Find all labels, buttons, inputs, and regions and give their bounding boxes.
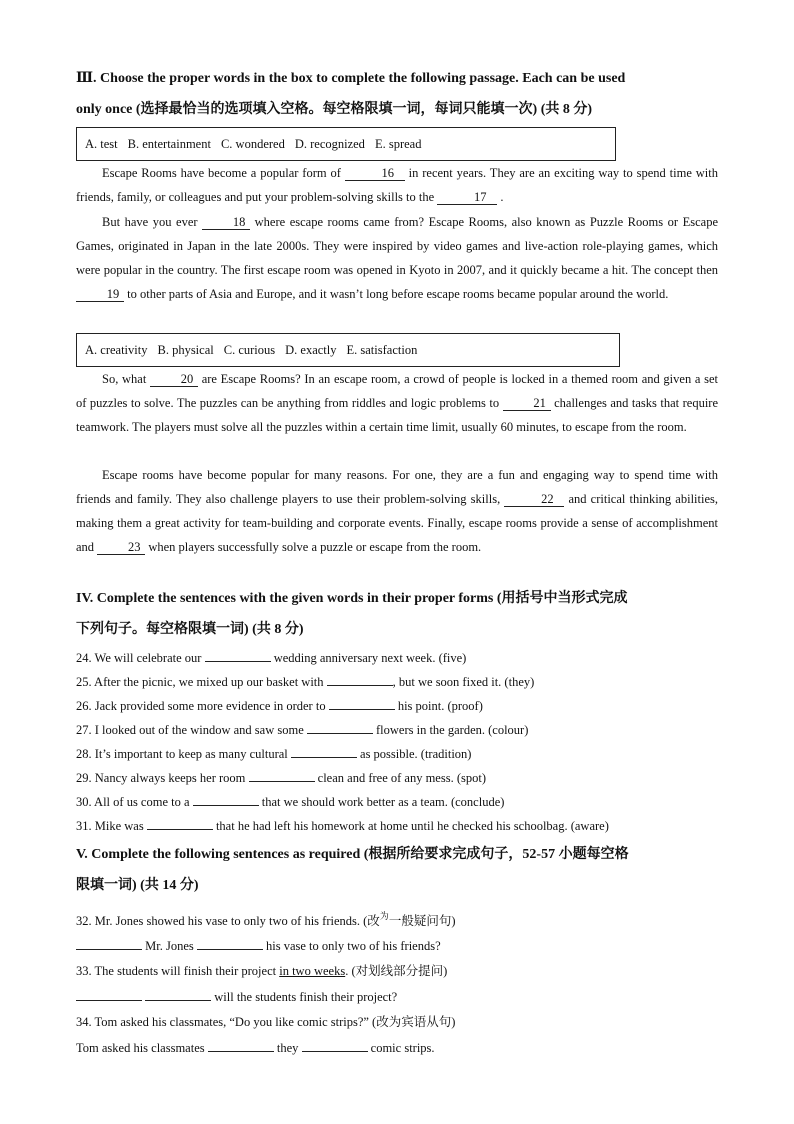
answer-blank-20[interactable]: 20: [150, 372, 198, 387]
word-option: C. curious: [223, 342, 276, 357]
answer-blank-25[interactable]: [327, 685, 393, 686]
question-text: . (对划线部分提问): [345, 964, 448, 978]
answer-blank-32a[interactable]: [76, 949, 142, 950]
question-24: [76, 646, 466, 670]
question-text: his point. (proof): [394, 699, 483, 713]
question-text: 33. The students will finish their project: [76, 964, 280, 978]
word-option: C. wondered: [220, 136, 285, 151]
section3-heading: [76, 63, 726, 125]
answer-text: Mr. Jones: [142, 939, 197, 953]
section5-heading-line2: 限填一词) (共 14 分): [76, 878, 199, 893]
answer-blank-33a[interactable]: [76, 1000, 142, 1001]
question-text: as possible. (tradition): [356, 747, 472, 761]
paragraph-text: So, what: [102, 372, 151, 386]
question-text: 24. We will celebrate our: [76, 651, 205, 665]
answer-blank-23[interactable]: 23: [97, 540, 145, 555]
question-26: [76, 694, 483, 718]
question-31: [76, 814, 609, 838]
question-28: [76, 742, 471, 766]
word-option: E. spread: [374, 136, 422, 151]
section3-heading-line1: Ⅲ. Choose the proper words in the box to complete the following passage. Each can be used: [76, 71, 626, 86]
paragraph-text: in recent years. They are an exciting way to spend time with friends, family, or colleagues and put your problem-solving skills to the: [76, 166, 718, 205]
answer-text: will the students finish their project?: [211, 990, 398, 1004]
question-33-answer: [76, 985, 397, 1009]
word-option: A. test: [85, 136, 118, 151]
paragraph-text: .: [497, 190, 504, 205]
underlined-phrase: in two weeks: [279, 964, 346, 978]
superscript-text: 为: [379, 911, 389, 921]
question-29: [76, 766, 486, 790]
word-option: D. recognized: [294, 136, 365, 151]
paragraph-text: challenges and tasks that require teamwork. The players must solve all the puzzles within a certain time limit, usually 60 minutes, to escape from the room.: [76, 396, 718, 435]
question-text: that he had left his homework at home until he checked his schoolbag. (aware): [212, 819, 609, 833]
question-30: [76, 790, 504, 814]
answer-blank-27[interactable]: [307, 733, 373, 734]
passage-paragraph-2: [76, 210, 718, 306]
answer-blank-22[interactable]: 22: [504, 492, 564, 507]
section5-heading-line1: V. Complete the following sentences as required (根据所给要求完成句子，52-57 小题每空格: [76, 847, 629, 862]
passage-paragraph-1: [76, 161, 718, 209]
question-32-answer: [76, 934, 441, 958]
section4-heading: [76, 583, 726, 645]
section4-heading-line2: 下列句子。每空格限填一词) (共 8 分): [76, 622, 304, 637]
answer-blank-16[interactable]: 16: [345, 166, 405, 181]
section3-heading-line2: only once (选择最恰当的选项填入空格。每空格限填一词，每词只能填一次) (共 8 分): [76, 102, 593, 117]
question-text: flowers in the garden. (colour): [372, 723, 529, 737]
question-text: 28. It’s important to keep as many cultural: [76, 747, 291, 761]
paragraph-text: where escape rooms came from? Escape Rooms, also known as Puzzle Rooms or Escape Games, originated in Japan in the late 2000s. They were inspired by video games and live-action role-playing games, which were popular in the country. The first escape room was opened in Kyoto in 2007, and it quickly became a hit. The concept then: [76, 215, 718, 278]
paragraph-text: Escape Rooms have become a popular form of: [102, 166, 345, 180]
question-text: clean and free of any mess. (spot): [314, 771, 486, 785]
question-text: 25. After the picnic, we mixed up our basket with: [76, 675, 327, 689]
word-option: B. entertainment: [127, 136, 211, 151]
passage-paragraph-4: [76, 463, 718, 559]
answer-text: his vase to only two of his friends?: [262, 939, 441, 953]
answer-text: they: [273, 1041, 302, 1055]
answer-blank-18[interactable]: 18: [202, 215, 250, 230]
answer-blank-26[interactable]: [329, 709, 395, 710]
word-box-2: [76, 333, 620, 367]
word-option: D. exactly: [285, 342, 337, 357]
question-text: wedding anniversary next week. (five): [270, 651, 467, 665]
word-box-1: [76, 127, 616, 161]
word-option: B. physical: [157, 342, 214, 357]
question-text: 一般疑问句): [388, 914, 456, 928]
answer-blank-29[interactable]: [249, 781, 315, 782]
answer-blank-30[interactable]: [193, 805, 259, 806]
paragraph-text: But have you ever: [102, 215, 203, 229]
question-text: 26. Jack provided some more evidence in order to: [76, 699, 329, 713]
answer-text: comic strips.: [367, 1041, 435, 1055]
question-32: [76, 909, 455, 934]
answer-blank-28[interactable]: [291, 757, 357, 758]
word-option: A. creativity: [85, 342, 148, 357]
paragraph-text: and critical thinking abilities, making them a great activity for team-building and corporate events. Finally, escape rooms provide a sense of accomplishment and: [76, 492, 718, 555]
question-text: that we should work better as a team. (conclude): [258, 795, 505, 809]
question-text: 30. All of us come to a: [76, 795, 193, 809]
paragraph-text: Escape rooms have become popular for many reasons. For one, they are a fun and engaging way to spend time with friends and family. They also challenge players to use their problem-solving skills,: [76, 468, 718, 507]
answer-blank-33b[interactable]: [145, 1000, 211, 1001]
answer-text: Tom asked his classmates: [76, 1041, 208, 1055]
question-34-answer: [76, 1036, 435, 1060]
question-33: [76, 959, 447, 983]
question-text: 29. Nancy always keeps her room: [76, 771, 249, 785]
word-option: E. satisfaction: [346, 342, 418, 357]
answer-blank-34b[interactable]: [302, 1051, 368, 1052]
answer-blank-24[interactable]: [205, 661, 271, 662]
question-text: 31. Mike was: [76, 819, 147, 833]
question-25: [76, 670, 534, 694]
question-text: 32. Mr. Jones showed his vase to only two of his friends. (改: [76, 914, 380, 928]
paragraph-text: to other parts of Asia and Europe, and it wasn’t long before escape rooms became popular around the world.: [124, 287, 669, 302]
paragraph-text: when players successfully solve a puzzle or escape from the room.: [145, 540, 482, 555]
passage-paragraph-3: [76, 367, 718, 439]
answer-blank-32b[interactable]: [197, 949, 263, 950]
answer-blank-31[interactable]: [147, 829, 213, 830]
section5-heading: [76, 839, 726, 901]
question-text: 27. I looked out of the window and saw some: [76, 723, 307, 737]
question-27: [76, 718, 528, 742]
answer-blank-19[interactable]: 19: [76, 287, 124, 302]
section4-heading-line1: IV. Complete the sentences with the given words in their proper forms (用括号中当形式完成: [76, 591, 628, 606]
question-text: 34. Tom asked his classmates, “Do you like comic strips?” (改为宾语从句): [76, 1015, 456, 1029]
answer-blank-17[interactable]: 17: [437, 190, 497, 205]
answer-blank-21[interactable]: 21: [503, 396, 551, 411]
question-34: [76, 1010, 455, 1034]
paragraph-text: are Escape Rooms? In an escape room, a crowd of people is locked in a themed room and given a set of puzzles to solve. The puzzles can be anything from riddles and logic problems to: [76, 372, 719, 411]
question-text: , but we soon fixed it. (they): [392, 675, 535, 689]
answer-blank-34a[interactable]: [208, 1051, 274, 1052]
